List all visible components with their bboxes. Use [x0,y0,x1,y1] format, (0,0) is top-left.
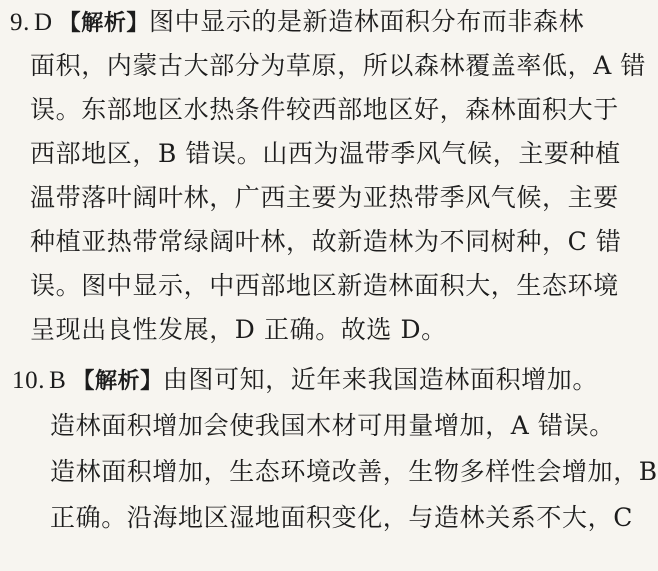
item-10-number: 10. [12,367,46,394]
item-9-line-1 [10,0,584,46]
item-9-line-8: 呈现出良性发展，D 正确。故选 D。 [30,315,447,344]
item-10-line-4: 正确。沿海地区湿地面积变化，与造林关系不大，C [50,503,633,532]
item-9-line-5: 温带落叶阔叶林，广西主要为亚热带季风气候，主要 [30,183,619,212]
item-9-number: 9. [10,9,30,36]
item-9-answer: D [33,9,53,36]
item-10-analysis-tag: 【解析】 [72,369,163,394]
item-9-line-4: 西部地区，B 错误。山西为温带季风气候，主要种植 [30,139,621,168]
item-10-answer: B [49,367,67,394]
item-10-line-1 [12,358,598,404]
item-10-line-2: 造林面积增加会使我国木材可用量增加，A 错误。 [50,411,615,440]
item-9-line-3: 误。东部地区水热条件较西部地区好，森林面积大于 [30,95,619,124]
item-10-text: 由图可知，近年来我国造林面积增加。 [162,365,598,394]
item-9-line-7: 误。图中显示，中西部地区新造林面积大，生态环境 [30,271,619,300]
item-9-line-6: 种植亚热带常绿阔叶林，故新造林为不同树种，C 错 [30,227,622,256]
item-9-line-2: 面积，内蒙古大部分为草原，所以森林覆盖率低，A 错 [30,51,647,80]
item-9-text: 图中显示的是新造林面积分布而非森林 [149,7,585,36]
item-10-line-3: 造林面积增加，生态环境改善，生物多样性会增加，B [50,457,658,486]
item-9-analysis-tag: 【解析】 [58,11,150,36]
